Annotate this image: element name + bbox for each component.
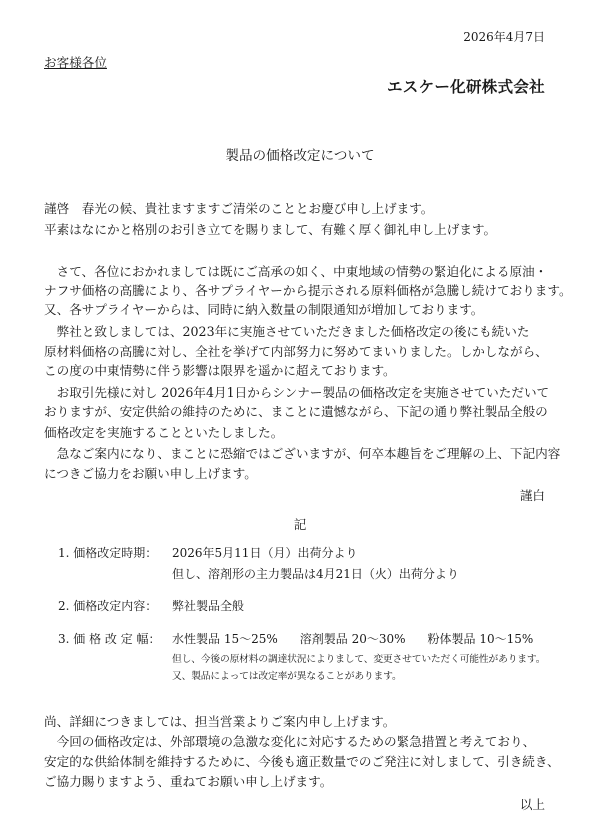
rate-water: 水性製品 15～25% xyxy=(172,632,278,646)
body-line: 又、各サプライヤーからは、同時に納入数量の制限通知が増加しております。 xyxy=(44,302,484,317)
closing-line: ご協力賜りますよう、重ねてお願い申し上げます。 xyxy=(44,774,333,789)
item3-note: 又、製品によっては改定率が異なることがあります。 xyxy=(172,671,402,682)
rate-powder: 粉体製品 10～15% xyxy=(427,632,534,646)
closing-line: 尚、詳細につきましては、担当営業よりご案内申し上げます。 xyxy=(44,714,396,729)
body-line: 原材料価格の高騰に対し、全社を挙げて内部努力に努めてまいりました。しかしながら、 xyxy=(44,344,548,359)
item1-label: 1. 価格改定時期： xyxy=(58,546,158,560)
item3-note: 但し、今後の原材料の調達状況によりまして、変更させていただく可能性があります。 xyxy=(172,654,546,665)
item3-label: 3. 価 格 改 定 幅： xyxy=(58,632,161,646)
body-line: 急なご案内になり、まことに恐縮ではございますが、何卒本趣旨をご理解の上、下記内容 xyxy=(44,446,561,461)
body-line: 価格改定を実施することといたしました。 xyxy=(44,425,284,440)
rate-solvent: 溶剤製品 20～30% xyxy=(299,632,406,646)
closing-line: 安定的な供給体制を維持するために、今後も適正数量でのご発注に対しまして、引き続き、 xyxy=(44,754,560,769)
greeting-line: 平素はなにかと格別のお引き立てを賜りまして、有難く厚く御礼申し上げます。 xyxy=(44,222,497,237)
closing-line: 今回の価格改定は、外部環境の急激な変化に対応するための緊急措置と考えており、 xyxy=(44,734,536,749)
body-line: お取引先様に対し 2026年4月1日からシンナー製品の価格改定を実施させていただいて xyxy=(44,385,550,400)
item2-label: 2. 価格改定内容： xyxy=(58,599,158,613)
closing-kinpaku: 謹白 xyxy=(519,488,545,503)
body-line: ナフサ価格の高騰により、各サプライヤーから提示される原料価格が急騰し続けております。 xyxy=(44,283,572,298)
body-line: 弊社と致しましては、2023年に実施させていただきました価格改定の後にも続いた xyxy=(44,324,530,339)
ijou: 以上 xyxy=(519,797,545,812)
greeting-line: 謹啓 春光の候、貴社ますますご清栄のこととお慶び申し上げます。 xyxy=(44,201,434,216)
issue-date: 2026年4月7日 xyxy=(463,30,545,44)
body-line: につきご協力をお願い申し上げます。 xyxy=(44,466,257,481)
item3-rates xyxy=(172,630,533,649)
body-line: さて、各位におかれましては既にご高承の如く、中東地域の情勢の緊迫化による原油・ xyxy=(44,264,548,279)
document-title: 製品の価格改定について xyxy=(225,148,375,164)
item2-value: 弊社製品全般 xyxy=(172,599,245,613)
company-name: エスケー化研株式会社 xyxy=(386,78,545,96)
addressee: お客様各位 xyxy=(44,55,107,70)
body-line: この度の中東情勢に伴う影響は限界を遥かに超えております。 xyxy=(44,363,396,378)
body-line: おりますが、安定供給の維持のために、まことに遺憾ながら、下記の通り弊社製品全般の xyxy=(44,404,548,419)
item1-subvalue: 但し、溶剤形の主力製品は4月21日（火）出荷分より xyxy=(172,567,459,581)
ki-heading: 記 xyxy=(293,517,307,532)
item1-value: 2026年5月11日（月）出荷分より xyxy=(172,546,358,560)
